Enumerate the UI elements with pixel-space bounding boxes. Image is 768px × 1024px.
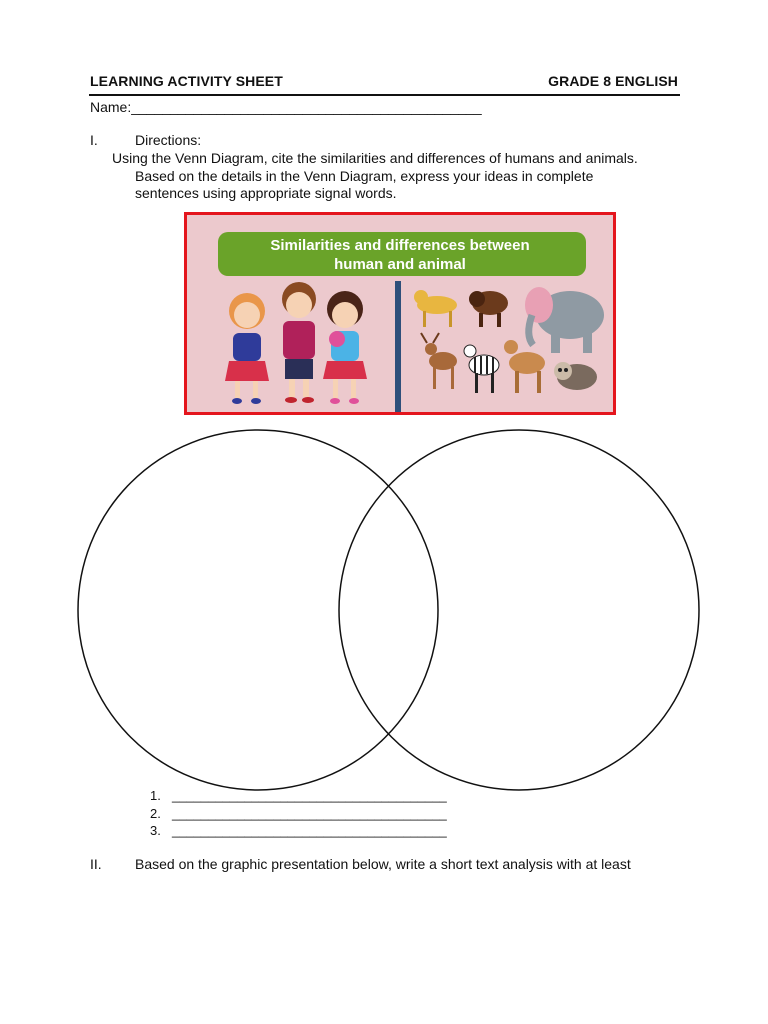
directions-line-3: sentences using appropriate signal words. xyxy=(135,185,397,201)
banner-title-line-1: Similarities and differences between xyxy=(270,237,530,254)
venn-circle-left[interactable] xyxy=(78,430,438,790)
grade-subject: GRADE 8 ENGLISH xyxy=(548,73,678,89)
name-field[interactable]: Name:_____________________________________________ xyxy=(90,99,482,115)
section-2-number: II. xyxy=(90,856,102,872)
directions-line-1: Using the Venn Diagram, cite the similarities and differences of humans and animals. xyxy=(112,150,638,166)
section-1-title: Directions: xyxy=(135,132,202,148)
venn-circle-right[interactable] xyxy=(339,430,699,790)
list-item[interactable] xyxy=(150,822,447,840)
list-item[interactable] xyxy=(150,787,447,805)
section-2-text: Based on the graphic presentation below, write a short text analysis with at least xyxy=(135,856,631,872)
directions-line-2: Based on the details in the Venn Diagram, express your ideas in complete xyxy=(135,167,594,184)
list-item-number: 1. xyxy=(150,788,161,803)
sheet-title: LEARNING ACTIVITY SHEET xyxy=(90,73,283,89)
list-item[interactable] xyxy=(150,805,447,823)
answer-list xyxy=(150,787,447,840)
banner-title-line-2: human and animal xyxy=(334,256,466,273)
list-item-number: 3. xyxy=(150,823,161,838)
section-1-number: I. xyxy=(90,132,98,148)
list-item-number: 2. xyxy=(150,805,161,821)
answer-blank[interactable]: ______________________________________ xyxy=(172,805,447,821)
answer-blank[interactable]: ______________________________________ xyxy=(172,788,447,803)
answer-blank[interactable]: ______________________________________ xyxy=(172,823,447,838)
